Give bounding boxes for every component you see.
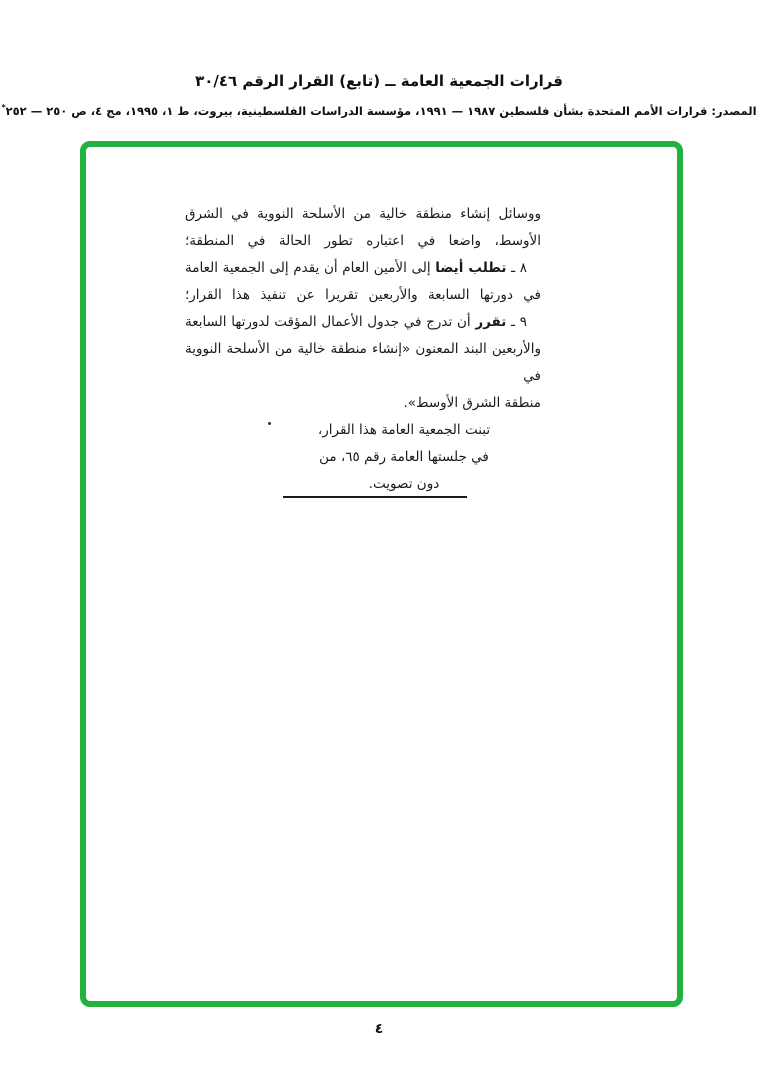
text-line (185, 309, 541, 336)
operative-paragraph-8 (185, 255, 541, 309)
page-title: قرارات الجمعية العامة ــ (تابع) القرار الرقم ٣٠/٤٦ (195, 72, 563, 90)
text-segment: تبنت الجمعية العامة هذا القرار، (317, 422, 491, 438)
text-line (295, 444, 513, 471)
footnote-mark: * (1, 103, 6, 112)
text-segment: ٨ ـ (506, 260, 527, 276)
bold-term: تطلب أيضا (435, 260, 507, 276)
text-line (185, 390, 541, 417)
text-line (185, 282, 541, 309)
section-divider-rule (283, 496, 467, 498)
text-segment: منطقة الشرق الأوسط». (403, 395, 541, 411)
text-segment: أن تدرج في جدول الأعمال المؤقت لدورتها السابعة (185, 314, 476, 330)
text-segment: إلى الأمين العام أن يقدم إلى الجمعية العامة (185, 260, 436, 276)
source-text: المصدر: قرارات الأمم المتحدة بشأن فلسطين ١٩٨٧ — ١٩٩١، مؤسسة الدراسات الفلسطينية، بيروت، ط ١، ١٩٩٥، مج ٤، ص ٢٥٠ — ٢٥٢ (5, 103, 757, 118)
text-segment: في جلستها العامة رقم ٦٥، من (319, 449, 489, 465)
text-line (185, 255, 541, 282)
text-segment: دون تصويت. (368, 476, 440, 492)
text-line (295, 417, 513, 444)
continuation-clause (185, 201, 541, 255)
text-segment: ٩ ـ (506, 314, 527, 330)
text-segment: الأوسط، واضعا في اعتباره تطور الحالة في المنطقة؛ (185, 233, 541, 249)
operative-paragraph-9 (185, 309, 541, 417)
text-line (295, 471, 513, 498)
stray-mark (268, 422, 271, 425)
page-number: ٤ (374, 1021, 384, 1037)
bold-term: تقرر (475, 314, 507, 330)
text-line (185, 228, 541, 255)
text-line (185, 201, 541, 228)
resolution-text (185, 201, 541, 498)
text-segment: في دورتها السابعة والأربعين تقريرا عن تنفيذ هذا القرار؛ (185, 287, 541, 303)
text-segment: ووسائل إنشاء منطقة خالية من الأسلحة النووية في الشرق (185, 206, 541, 222)
text-segment: والأربعين البند المعنون «إنشاء منطقة خالية من الأسلحة النووية في (185, 341, 541, 384)
text-line (185, 336, 541, 390)
source-line (0, 103, 758, 118)
adoption-note (295, 417, 513, 498)
